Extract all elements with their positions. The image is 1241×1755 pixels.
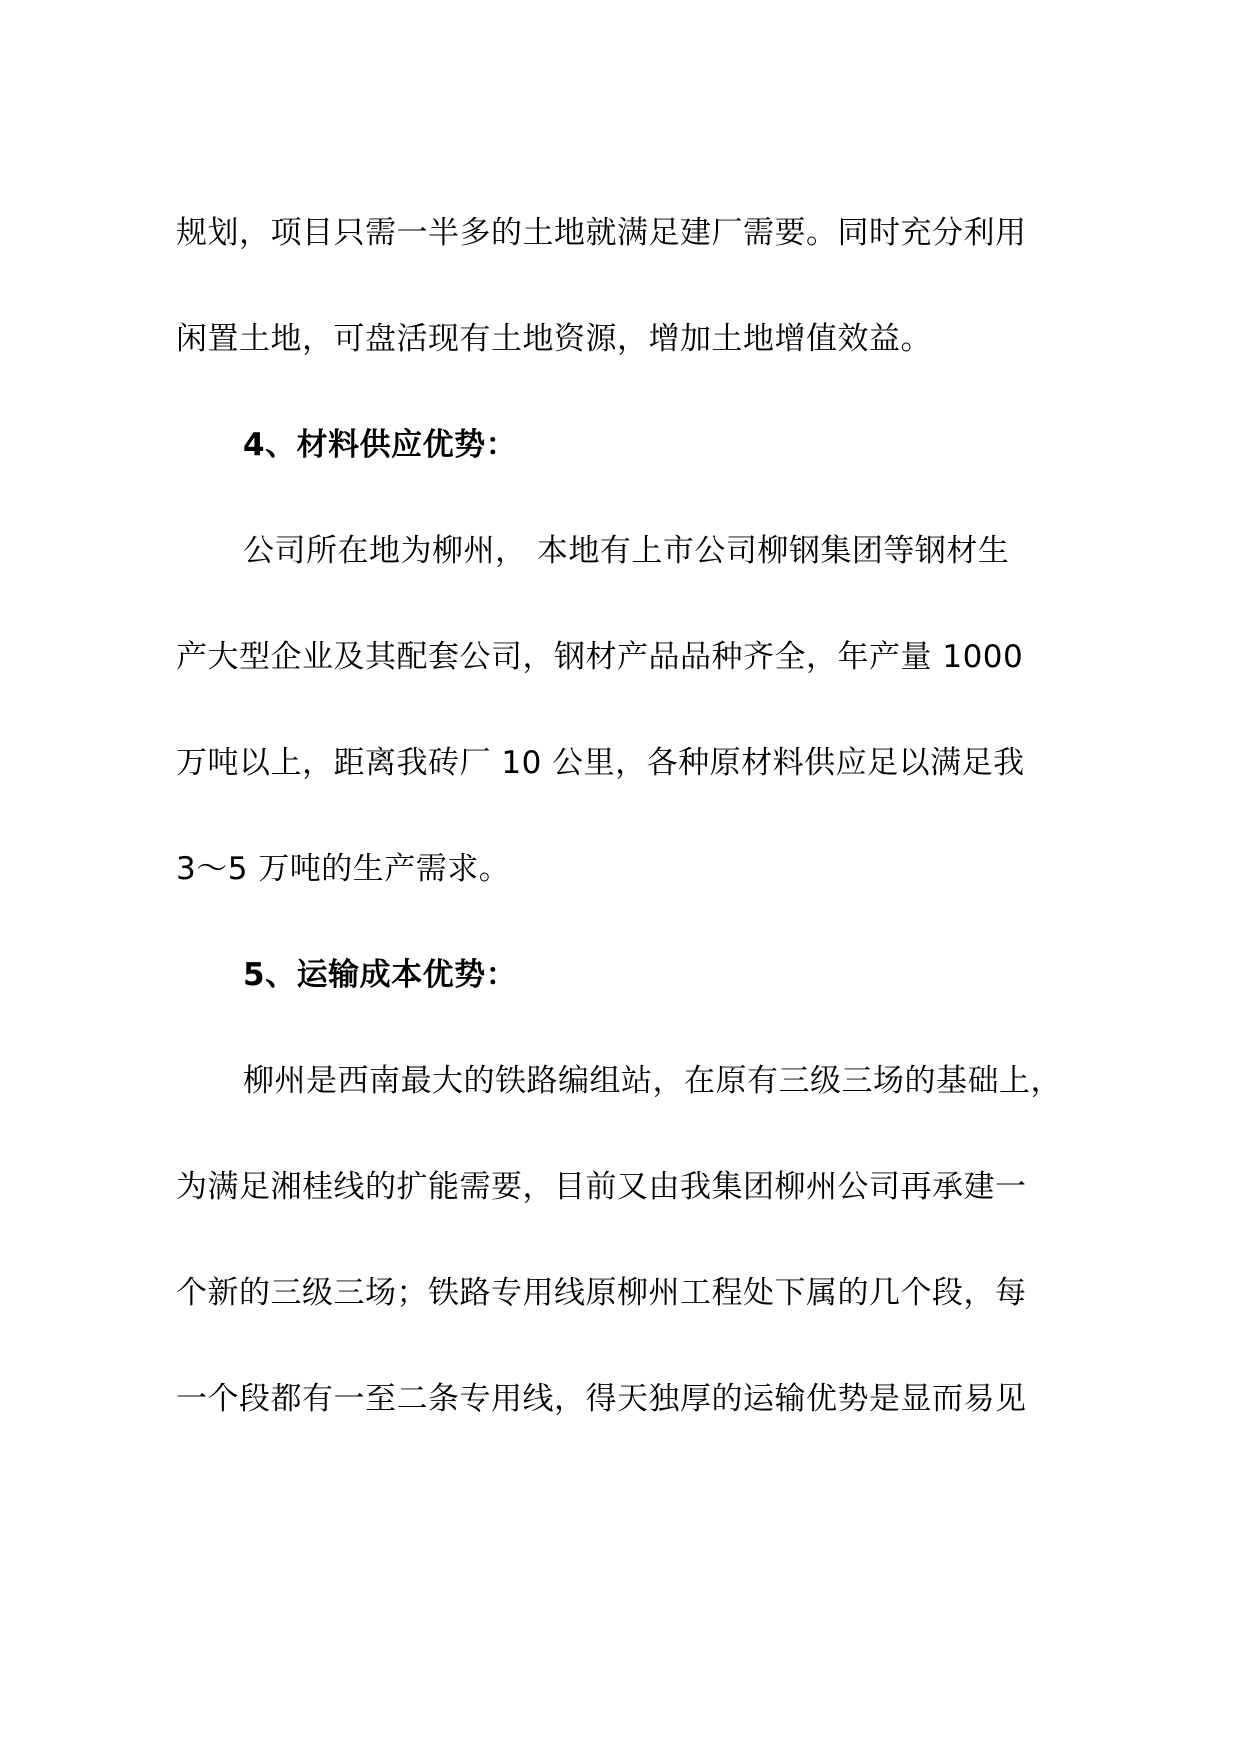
paragraph-line: 3～5 万吨的生产需求。 <box>176 851 511 887</box>
paragraph-line: 万吨以上，距离我砖厂 10 公里，各种原材料供应足以满足我 <box>176 745 1025 781</box>
paragraph-line: 柳州是西南最大的铁路编组站，在原有三级三场的基础上， <box>243 1063 1062 1099</box>
paragraph-line: 一个段都有一至二条专用线，得天独厚的运输优势是显而易见 <box>176 1381 1027 1417</box>
paragraph-line: 个新的三级三场；铁路专用线原柳州工程处下属的几个段，每 <box>176 1275 1027 1311</box>
paragraph-line: 公司所在地为柳州， 本地有上市公司柳钢集团等钢材生 <box>243 533 1010 569</box>
paragraph-line: 为满足湘桂线的扩能需要，目前又由我集团柳州公司再承建一 <box>176 1169 1027 1205</box>
section-heading: 4、材料供应优势： <box>243 427 518 463</box>
paragraph-line: 闲置土地，可盘活现有土地资源，增加土地增值效益。 <box>176 321 932 357</box>
paragraph-line: 产大型企业及其配套公司，钢材产品品种齐全，年产量 1000 <box>176 639 1024 675</box>
section-heading: 5、运输成本优势： <box>243 957 518 993</box>
paragraph-line: 规划，项目只需一半多的土地就满足建厂需要。同时充分利用 <box>176 215 1027 251</box>
